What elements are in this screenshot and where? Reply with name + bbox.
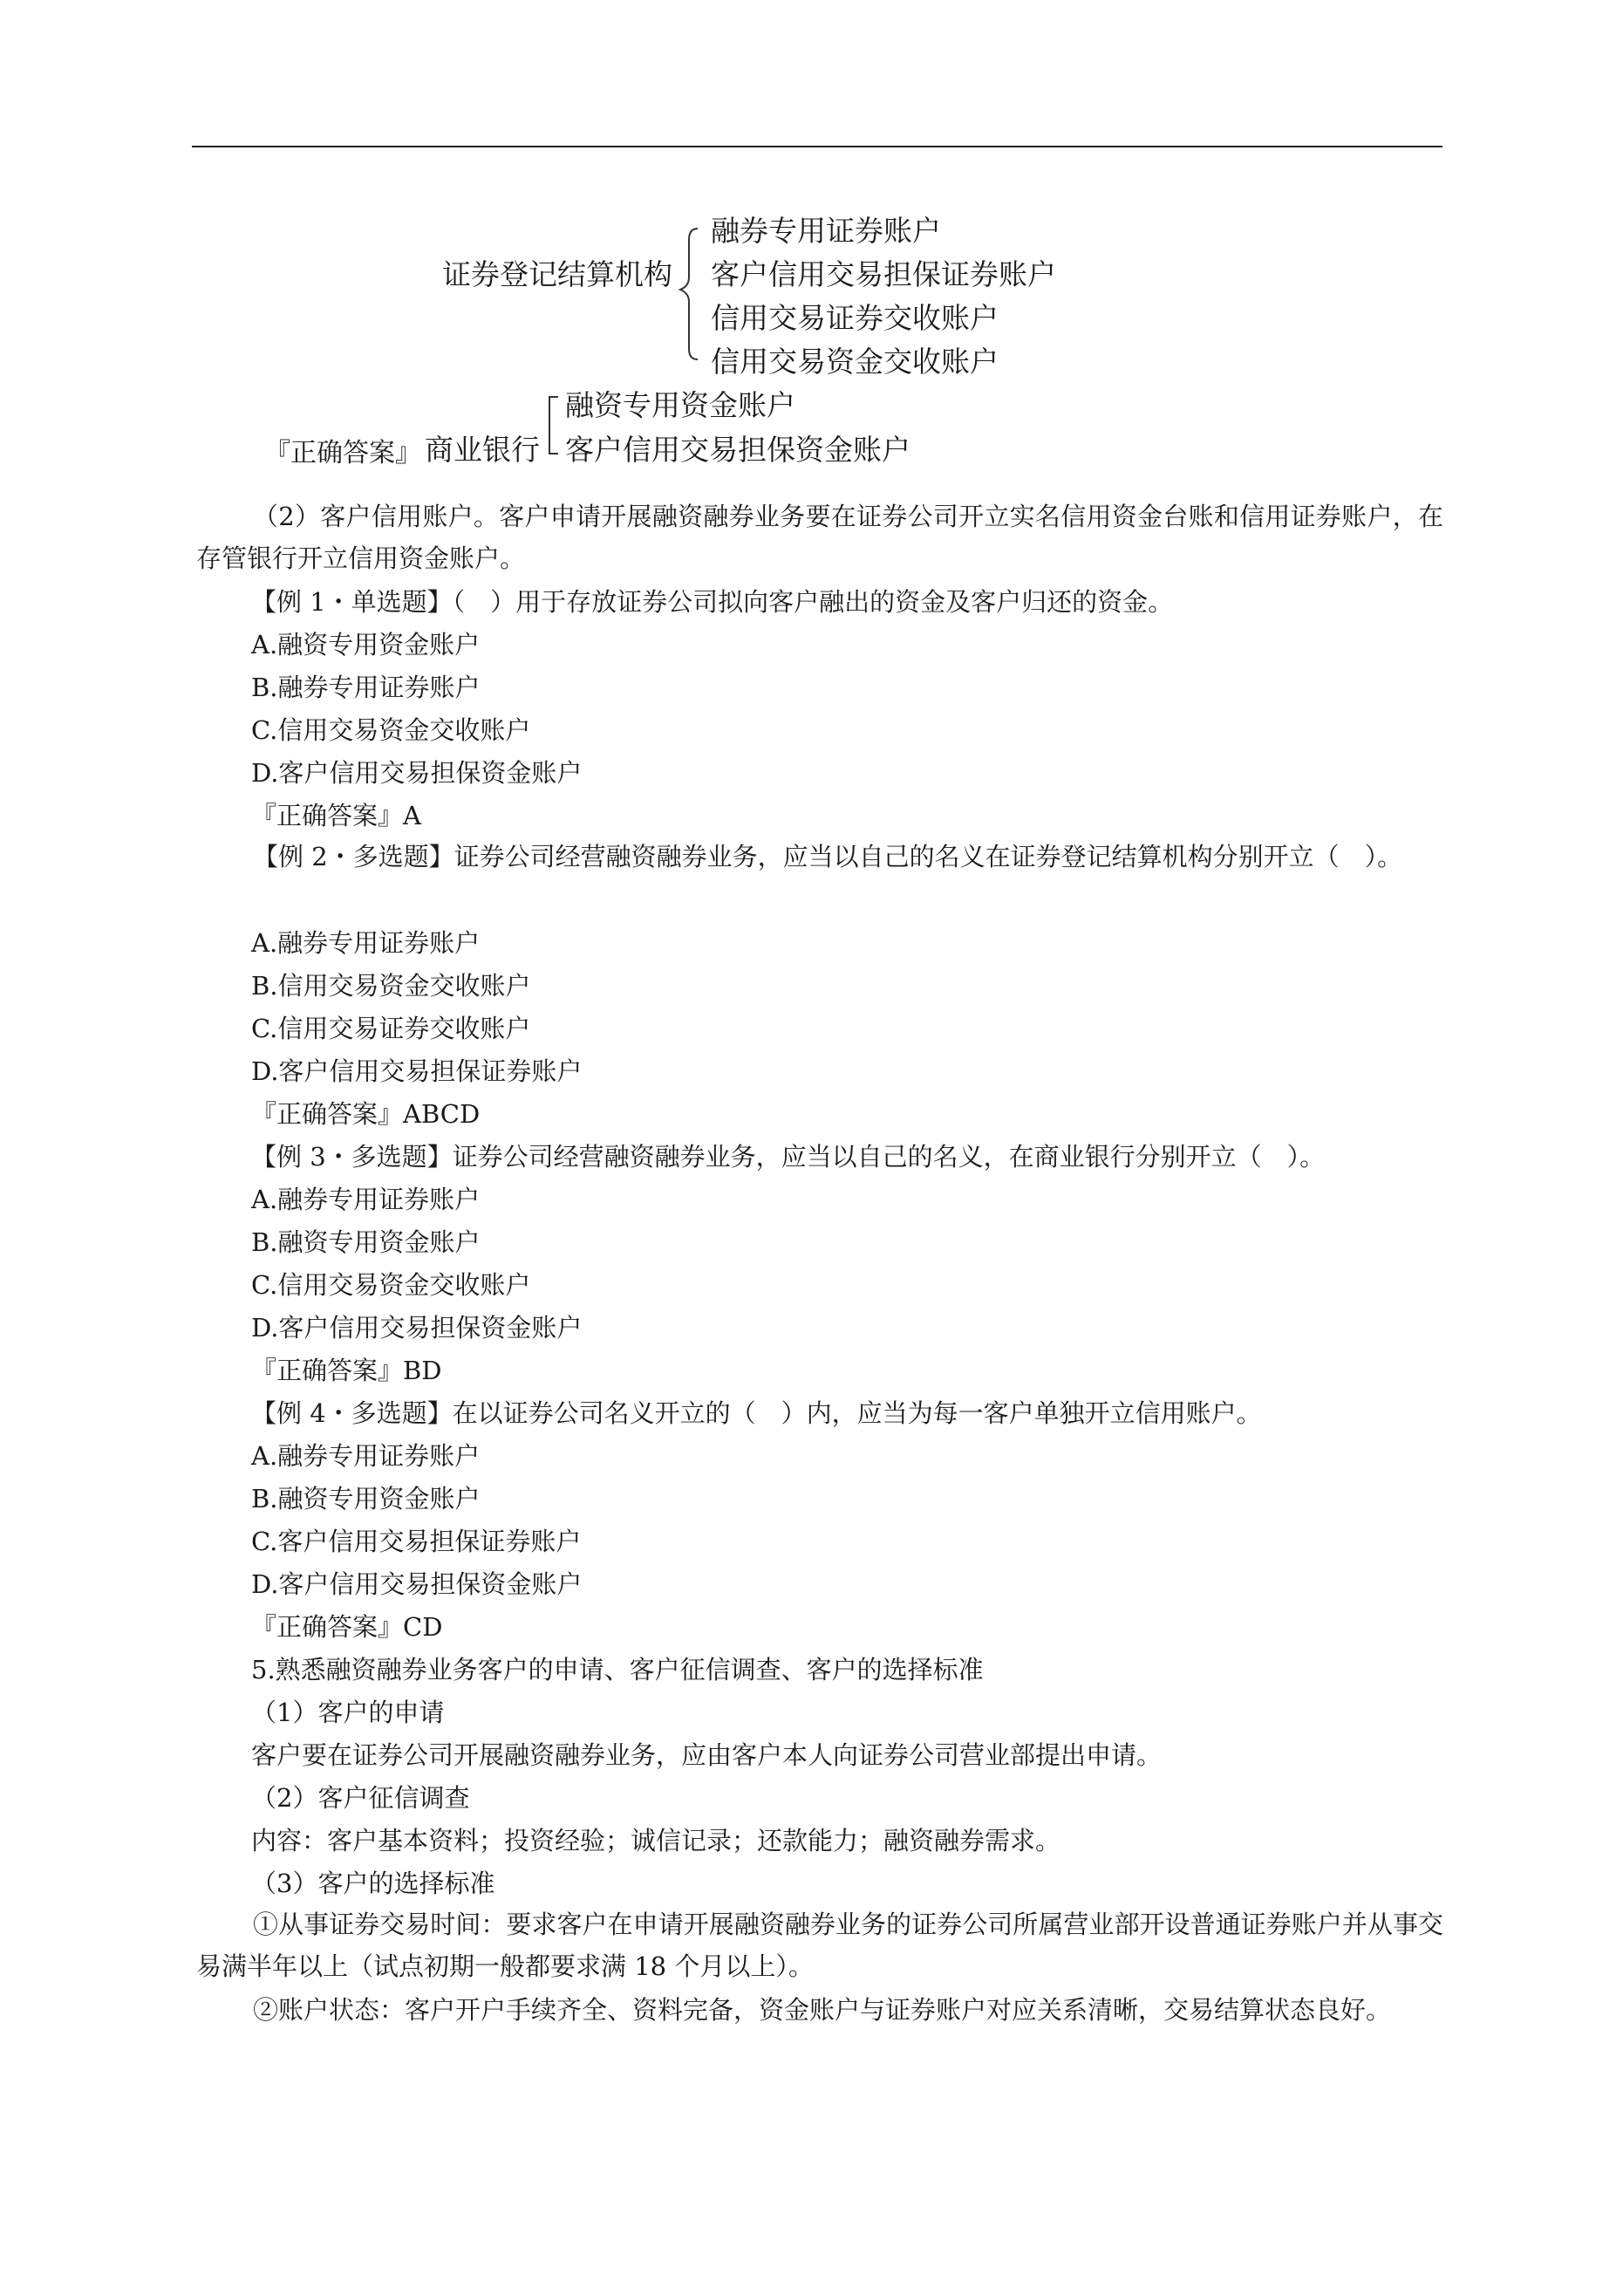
paragraph-credit-account: （2）客户信用账户。客户申请开展融资融券业务要在证券公司开立实名信用资金台账和信用证券账户，在存管银行开立信用资金账户。 [196, 502, 1443, 573]
org-bank-label: 商业银行 [425, 433, 540, 467]
subsection-heading: （1）客户的申请 [251, 1698, 445, 1727]
option-item: B.信用交易资金交收账户 [251, 971, 531, 1001]
subsection-heading: （2）客户征信调查 [251, 1783, 470, 1813]
brace-commercial-bank [549, 397, 558, 454]
example-question: 【例 2・多选题】证券公司经营融资融券业务，应当以自己的名义在证券登记结算机构分别开立（ ）。 [253, 842, 1403, 871]
option-item: C.信用交易资金交收账户 [251, 1270, 531, 1300]
option-item: D.客户信用交易担保证券账户 [251, 1056, 583, 1086]
option-item: C.信用交易证券交收账户 [251, 1014, 531, 1043]
option-item: A.融券专用证券账户 [251, 1185, 481, 1214]
option-item: A.融券专用证券账户 [251, 1441, 481, 1471]
paragraph-criteria-status: ②账户状态：客户开户手续齐全、资料完备，资金账户与证券账户对应关系清晰，交易结算状态良好。 [253, 1995, 1392, 2025]
answer-line: 『正确答案』BD [251, 1356, 442, 1385]
paragraph-criteria-time: ①从事证券交易时间：要求客户在申请开展融资融券业务的证券公司所属营业部开设普通证券账户并从事交易满半年以上（试点初期一般都要求满 18 个月以上）。 [196, 1910, 1443, 1981]
example-question: 【例 3・多选题】证券公司经营融资融券业务，应当以自己的名义，在商业银行分别开立（ ）。 [251, 1142, 1326, 1172]
option-item: B.融资专用资金账户 [251, 1227, 481, 1257]
option-item: B.融券专用证券账户 [251, 673, 481, 702]
option-item: C.信用交易资金交收账户 [251, 715, 531, 745]
account-item: 客户信用交易担保资金账户 [565, 433, 910, 467]
answer-label: 『正确答案』 [264, 438, 421, 468]
brace-clearing-org [680, 229, 698, 359]
answer-line: 『正确答案』A [251, 801, 421, 830]
body-line: 内容：客户基本资料；投资经验；诚信记录；还款能力；融资融券需求。 [251, 1826, 1061, 1855]
section-heading: 5.熟悉融资融券业务客户的申请、客户征信调查、客户的选择标准 [251, 1655, 984, 1684]
option-item: A.融券专用证券账户 [251, 928, 481, 958]
option-item: C.客户信用交易担保证券账户 [251, 1527, 582, 1556]
option-item: A.融资专用资金账户 [251, 630, 481, 659]
org-clearing-label: 证券登记结算机构 [442, 257, 672, 291]
answer-line: 『正确答案』ABCD [251, 1099, 481, 1129]
option-item: D.客户信用交易担保资金账户 [251, 758, 583, 788]
account-item: 信用交易证券交收账户 [711, 301, 999, 335]
option-item: B.融资专用资金账户 [251, 1484, 481, 1514]
account-item: 融资专用资金账户 [565, 388, 795, 422]
subsection-heading: （3）客户的选择标准 [251, 1869, 495, 1898]
account-item: 融券专用证券账户 [711, 214, 941, 248]
option-item: D.客户信用交易担保资金账户 [251, 1569, 583, 1599]
option-item: D.客户信用交易担保资金账户 [251, 1313, 583, 1343]
body-line: 客户要在证券公司开展融资融券业务，应由客户本人向证券公司营业部提出申请。 [251, 1740, 1163, 1770]
account-item: 信用交易资金交收账户 [711, 345, 999, 379]
account-structure-diagram [0, 0, 1623, 489]
example-question: 【例 1・单选题】（ ）用于存放证券公司拟向客户融出的资金及客户归还的资金。 [251, 587, 1174, 617]
answer-line: 『正确答案』CD [251, 1612, 443, 1642]
example-question: 【例 4・多选题】在以证券公司名义开立的（ ）内，应当为每一客户单独开立信用账户。 [251, 1398, 1262, 1428]
account-item: 客户信用交易担保证券账户 [711, 257, 1056, 291]
